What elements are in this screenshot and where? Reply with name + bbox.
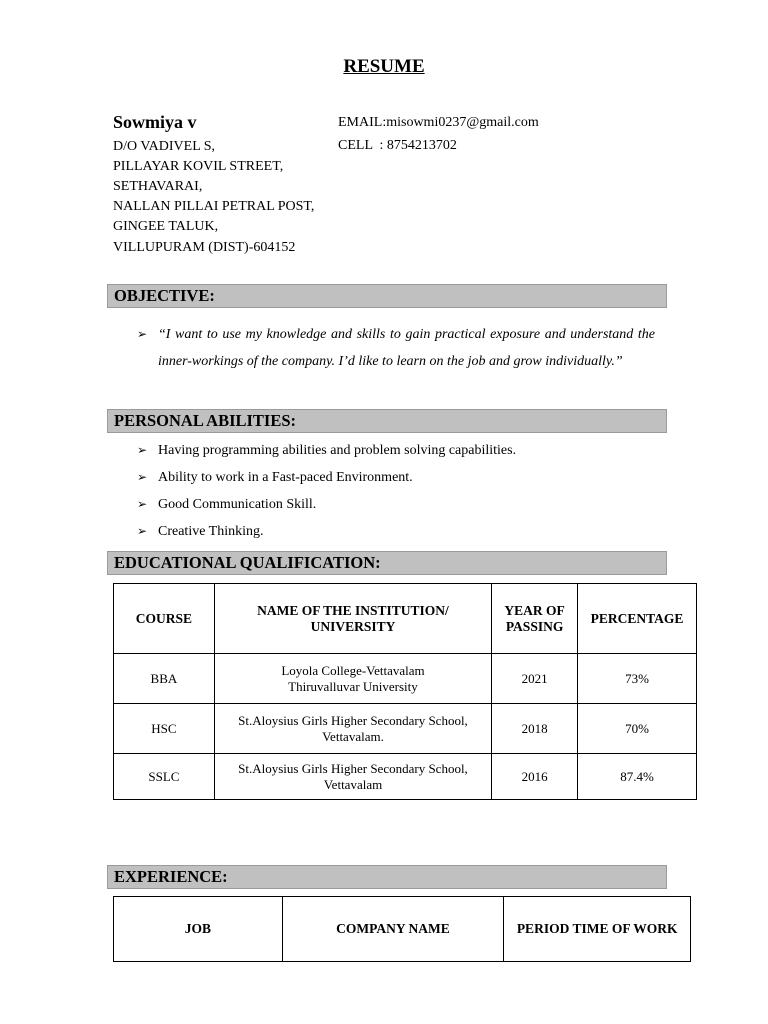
ability-text: Creative Thinking. — [158, 524, 264, 539]
institution-line: St.Aloysius Girls Higher Secondary School, — [238, 760, 468, 776]
institution-cell — [214, 754, 491, 800]
bullet-arrow-icon: ➢ — [137, 443, 148, 457]
column-header: COMPANY NAME — [282, 897, 504, 962]
table-row — [114, 654, 697, 704]
section-heading-abilities: PERSONAL ABILITIES: — [107, 409, 667, 433]
table-header-row — [114, 897, 691, 962]
institution-line: Loyola College-Vettavalam — [281, 662, 425, 678]
candidate-name: Sowmiya v — [113, 112, 197, 132]
percentage-cell: 87.4% — [578, 754, 697, 800]
section-heading-experience: EXPERIENCE: — [107, 865, 667, 889]
institution-line: Vettavalam — [323, 776, 383, 792]
section-heading-education: EDUCATIONAL QUALIFICATION: — [107, 551, 667, 575]
institution-line: Vettavalam. — [322, 728, 384, 744]
bullet-arrow-icon: ➢ — [137, 524, 148, 538]
column-header: PERIOD TIME OF WORK — [504, 897, 691, 962]
percentage-cell: 73% — [578, 654, 697, 704]
institution-cell — [214, 654, 491, 704]
table-row — [114, 704, 697, 754]
experience-table — [113, 896, 691, 962]
year-cell: 2018 — [492, 704, 578, 754]
phone-contact: CELL : 8754213702 — [338, 138, 457, 153]
bullet-arrow-icon: ➢ — [137, 470, 148, 484]
address-line: NALLAN PILLAI PETRAL POST, — [113, 199, 315, 214]
year-cell: 2016 — [492, 754, 578, 800]
address-line: PILLAYAR KOVIL STREET, — [113, 159, 284, 174]
address-line: SETHAVARAI, — [113, 179, 203, 194]
section-heading-objective: OBJECTIVE: — [107, 284, 667, 308]
table-row — [114, 754, 697, 800]
column-header: COURSE — [114, 584, 215, 654]
institution-cell — [214, 704, 491, 754]
course-cell: HSC — [114, 704, 215, 754]
objective-text: “I want to use my knowledge and skills to gain practical exposure and understand the inner-workings of the company. I’d like to learn on the job and grow individually.” — [158, 327, 655, 369]
column-header: PERCENTAGE — [578, 584, 697, 654]
table-header-row — [114, 584, 697, 654]
institution-line: St.Aloysius Girls Higher Secondary School, — [238, 712, 468, 728]
ability-text: Ability to work in a Fast-paced Environment. — [158, 470, 413, 485]
column-header: NAME OF THE INSTITUTION/ UNIVERSITY — [214, 584, 491, 654]
education-table — [113, 583, 697, 800]
ability-text: Good Communication Skill. — [158, 497, 317, 512]
address-line: D/O VADIVEL S, — [113, 139, 216, 154]
email-contact: EMAIL:misowmi0237@gmail.com — [338, 115, 539, 130]
ability-text: Having programming abilities and problem solving capabilities. — [158, 443, 517, 458]
institution-line: Thiruvalluvar University — [288, 678, 418, 694]
address-line: GINGEE TALUK, — [113, 219, 219, 234]
address-line: VILLUPURAM (DIST)-604152 — [113, 240, 296, 255]
course-cell: BBA — [114, 654, 215, 704]
document-title: RESUME — [343, 56, 425, 77]
column-header: JOB — [114, 897, 283, 962]
percentage-cell: 70% — [578, 704, 697, 754]
course-cell: SSLC — [114, 754, 215, 800]
bullet-arrow-icon: ➢ — [137, 497, 148, 511]
column-header: YEAR OF PASSING — [492, 584, 578, 654]
bullet-arrow-icon: ➢ — [137, 327, 148, 341]
year-cell: 2021 — [492, 654, 578, 704]
